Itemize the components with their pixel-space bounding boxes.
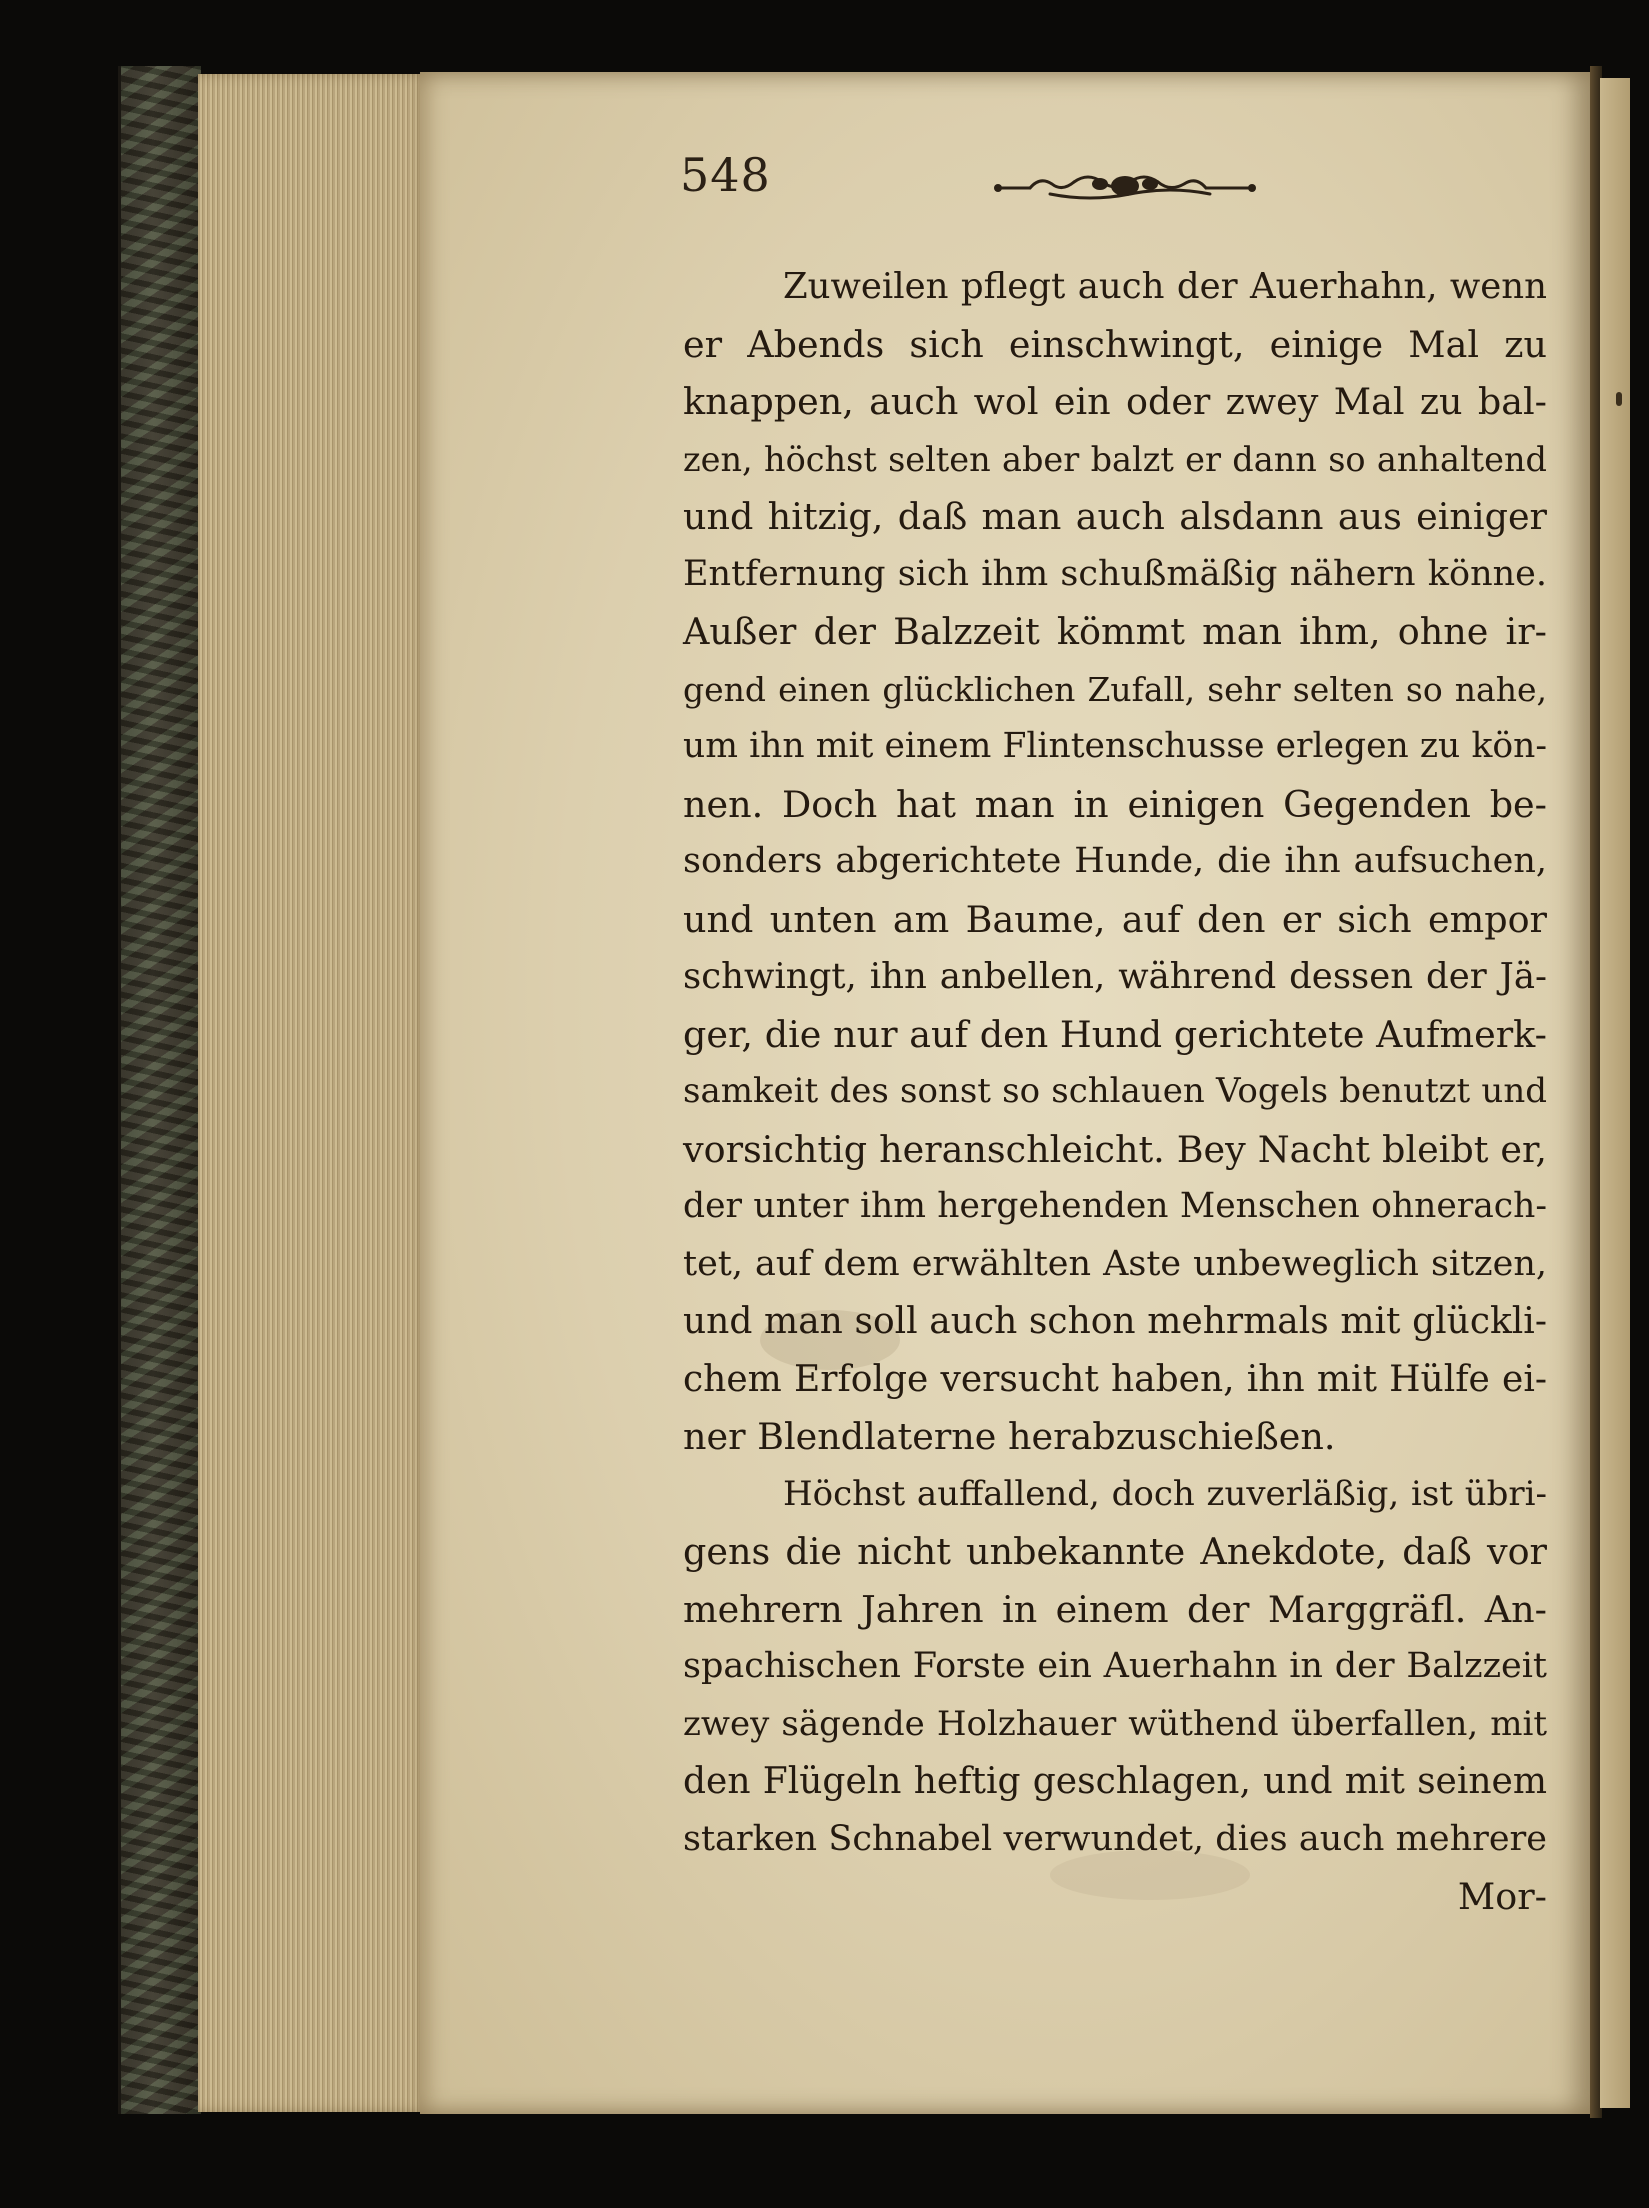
text-line: zwey sägende Holzhauer wüthend überfallen, mit: [683, 1703, 1547, 1744]
text-line: spachischen Forste ein Auerhahn in der Balzzeit: [683, 1646, 1547, 1686]
text-line: ner Blendlaterne herabzuschießen.: [683, 1415, 1336, 1458]
text-line: und man soll auch schon mehrmals mit glückli-: [683, 1301, 1547, 1342]
text-line: sonders abgerichtete Hunde, die ihn aufsuchen,: [683, 841, 1547, 881]
page-header: [680, 148, 1280, 218]
text-line: und hitzig, daß man auch alsdann aus einiger: [683, 495, 1547, 538]
text-line: den Flügeln heftig geschlagen, und mit seinem: [683, 1761, 1547, 1802]
text-line: der unter ihm hergehenden Menschen ohnerach-: [683, 1186, 1547, 1226]
text-line: um ihn mit einem Flintenschusse erlegen zu kön-: [683, 726, 1547, 766]
binding-thread: [1616, 392, 1622, 406]
text-line: zen, höchst selten aber balzt er dann so anhaltend: [683, 439, 1547, 479]
page-number: 548: [680, 148, 771, 202]
text-line: mehrern Jahren in einem der Marggräfl. An-: [683, 1587, 1547, 1631]
ornament-icon: [990, 166, 1260, 206]
text-line: knappen, auch wol ein oder zwey Mal zu bal-: [683, 380, 1547, 423]
text-line: schwingt, ihn anbellen, während dessen der Jä-: [683, 956, 1547, 997]
text-line: Zuweilen pflegt auch der Auerhahn, wenn: [783, 266, 1547, 307]
text-line: starken Schnabel verwundet, dies auch mehrere: [683, 1818, 1547, 1859]
text-line: samkeit des sonst so schlauen Vogels benutzt und: [683, 1071, 1547, 1111]
body-text: [683, 258, 1547, 1926]
text-line: gend einen glücklichen Zufall, sehr selten so nahe,: [683, 669, 1547, 709]
text-line: tet, auf dem erwählten Aste unbeweglich sitzen,: [683, 1243, 1547, 1284]
text-line: Höchst auffallend, doch zuverläßig, ist übri-: [783, 1473, 1547, 1514]
text-line: gens die nicht unbekannte Anekdote, daß vor: [683, 1530, 1547, 1573]
text-line: er Abends sich einschwingt, einige Mal zu: [683, 322, 1547, 366]
text-line: und unten am Baume, auf den er sich empor: [683, 897, 1547, 941]
text-line: vorsichtig heranschleicht. Bey Nacht bleibt er,: [683, 1127, 1547, 1171]
text-line: chem Erfolge versucht haben, ihn mit Hülfe ei-: [683, 1358, 1547, 1400]
marbled-cover: [118, 66, 201, 2114]
catchword: Mor-: [1457, 1875, 1547, 1918]
text-line: Entfernung sich ihm schußmäßig nähern könne.: [683, 553, 1547, 594]
text-line: Außer der Balzzeit kömmt man ihm, ohne ir-: [683, 610, 1547, 653]
facing-page-edge: [1600, 78, 1630, 2108]
text-line: ger, die nur auf den Hund gerichtete Aufmerk-: [683, 1012, 1547, 1056]
page-edges: [198, 74, 430, 2112]
text-line: nen. Doch hat man in einigen Gegenden be-: [683, 782, 1547, 826]
